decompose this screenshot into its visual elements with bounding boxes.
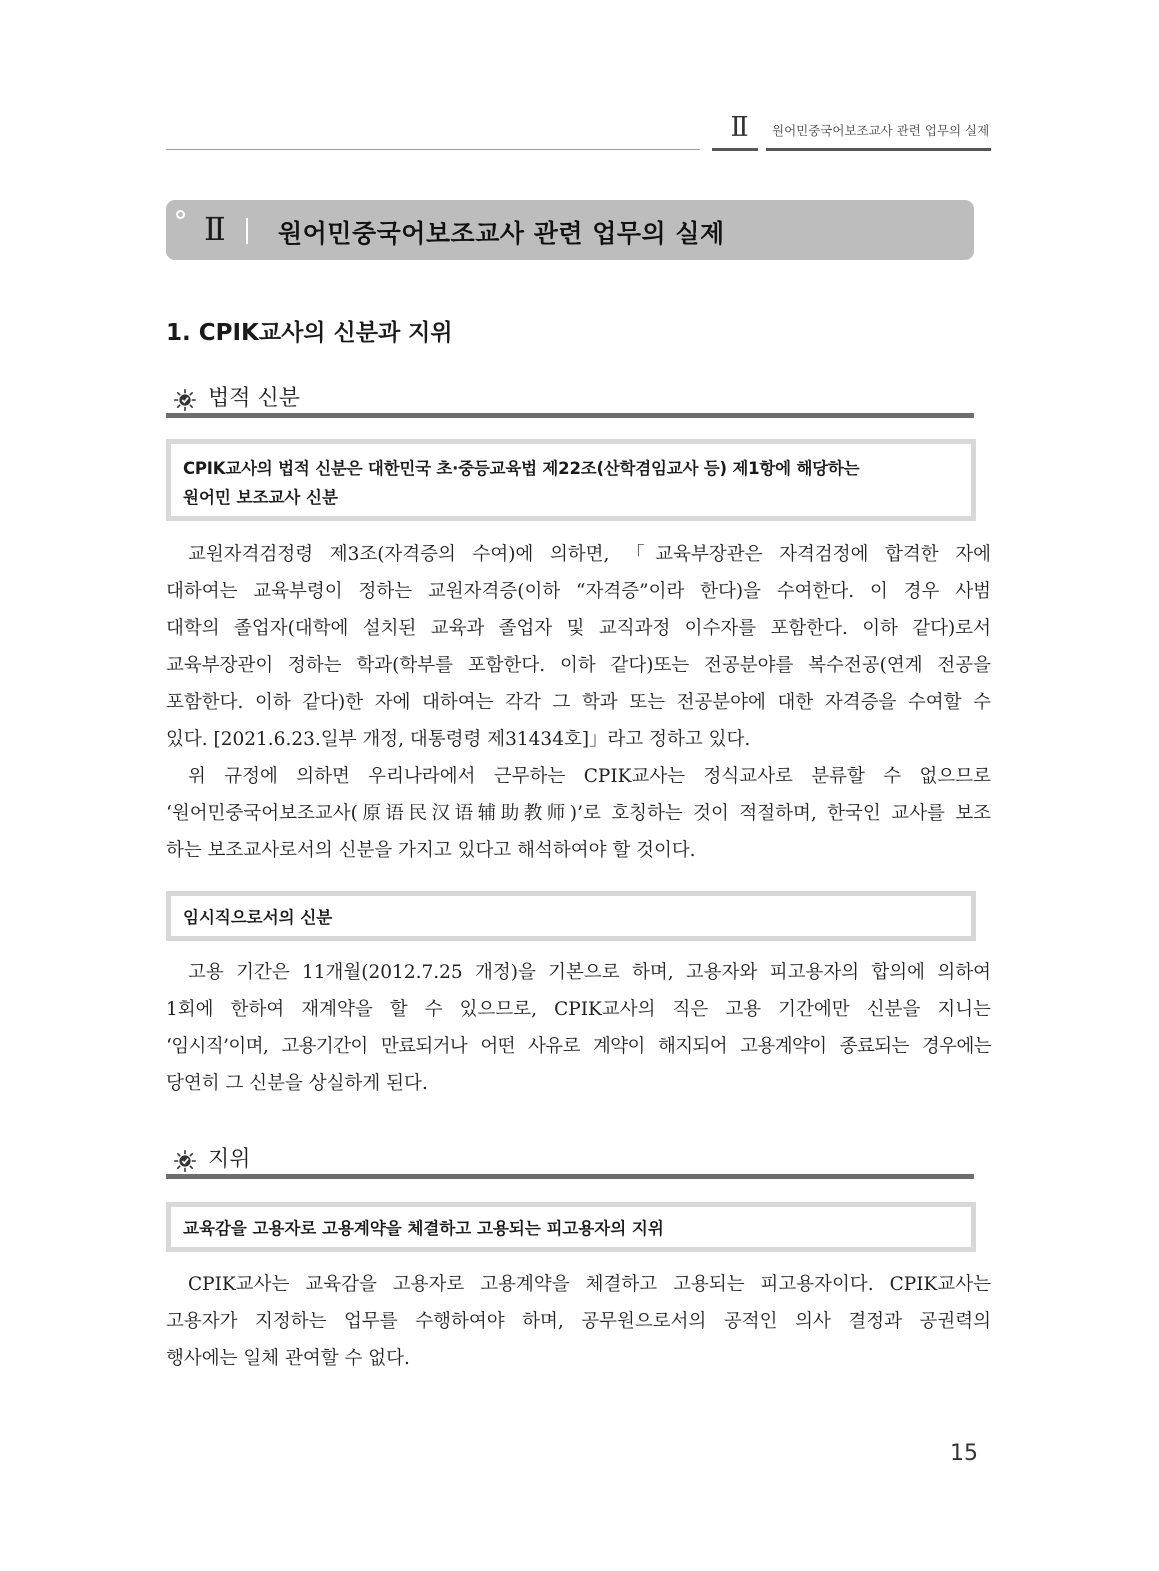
paragraph-legal-status-1 [166, 536, 991, 758]
paragraph-line: 위 규정에 의하면 우리나라에서 근무하는 CPIK교사는 정식교사로 분류할 수 없으므로 [188, 766, 991, 787]
statement-box-temporary-status [166, 891, 976, 941]
running-header-chapter-number: Ⅱ [730, 112, 748, 143]
subsection-rule [166, 1174, 974, 1179]
paragraph-line: 하는 보조교사로서의 신분을 가지고 있다고 해석하여야 할 것이다. [166, 840, 696, 861]
paragraph-legal-status-2 [166, 758, 991, 869]
statement-line: 원어민 보조교사 신분 [183, 488, 338, 507]
statement-line: 임시직으로서의 신분 [183, 908, 333, 927]
sun-check-icon [174, 1150, 196, 1172]
paragraph-line: 교원자격검정령 제3조(자격증의 수여)에 의하면, 「교육부장관은 자격검정에 합격한 자에 [188, 544, 991, 565]
paragraph-line: 대하여는 교육부령이 정하는 교원자격증(이하 “자격증”이라 한다)을 수여한다. 이 경우 사범 [166, 581, 991, 602]
statement-box-position [166, 1202, 976, 1252]
subsection-label: 지위 [208, 1147, 251, 1172]
page-number: 15 [950, 1441, 978, 1466]
paragraph-position [166, 1266, 991, 1377]
paragraph-line: 1회에 한하여 재계약을 할 수 있으므로, CPIK교사의 직은 고용 기간에만 신분을 지니는 [166, 999, 991, 1020]
paragraph-line: 고용 기간은 11개월(2012.7.25 개정)을 기본으로 하며, 고용자와 피고용자의 합의에 의하여 [188, 962, 991, 983]
running-header-title: 원어민중국어보조교사 관련 업무의 실제 [772, 123, 990, 138]
sun-check-icon [174, 389, 196, 411]
subsection-heading-legal-status [170, 380, 974, 414]
paragraph-temporary-status [166, 954, 991, 1102]
running-header-rule [166, 149, 700, 150]
subsection-rule [166, 413, 974, 418]
paragraph-line: CPIK교사는 교육감을 고용자로 고용계약을 체결하고 고용되는 피고용자이다. CPIK교사는 [188, 1274, 991, 1295]
paragraph-line: ‘원어민중국어보조교사(原语民汉语辅助教师)’로 호칭하는 것이 적절하며, 한국인 교사를 보조 [166, 803, 991, 824]
statement-line: 교육감을 고용자로 고용계약을 체결하고 고용되는 피고용자의 지위 [183, 1219, 664, 1238]
paragraph-line: 행사에는 일체 관여할 수 없다. [166, 1348, 410, 1369]
paragraph-line: 교육부장관이 정하는 학과(학부를 포함한다. 이하 같다)또는 전공분야를 복수전공(연계 전공을 [166, 655, 991, 676]
paragraph-line: 대학의 졸업자(대학에 설치된 교육과 졸업자 및 교직과정 이수자를 포함한다. 이하 같다)로서 [166, 618, 991, 639]
chapter-number: Ⅱ [204, 210, 224, 248]
paragraph-line: 있다. [2021.6.23.일부 개정, 대통령령 제31434호]」라고 정하고 있다. [166, 729, 751, 750]
banner-circle-icon [176, 210, 185, 219]
paragraph-line: 고용자가 지정하는 업무를 수행하여야 하며, 공무원으로서의 공적인 의사 결정과 공권력의 [166, 1311, 991, 1332]
subsection-heading-position [170, 1141, 974, 1175]
section-title: 1. CPIK교사의 신분과 지위 [166, 320, 453, 346]
statement-box-legal-status [166, 439, 976, 521]
paragraph-line: 당연히 그 신분을 상실하게 된다. [166, 1073, 428, 1094]
paragraph-line: 포함한다. 이하 같다)한 자에 대하여는 각각 그 학과 또는 전공분야에 대한 자격증을 수여할 수 [166, 692, 991, 713]
banner-divider [246, 218, 248, 244]
statement-line: CPIK교사의 법적 신분은 대한민국 초·중등교육법 제22조(산학겸임교사 등) 제1항에 해당하는 [183, 459, 860, 478]
running-header-chapter-underline [712, 148, 758, 151]
chapter-title: 원어민중국어보조교사 관련 업무의 실제 [278, 219, 725, 248]
chapter-banner [166, 200, 974, 260]
paragraph-line: ‘임시직’이며, 고용기간이 만료되거나 어떤 사유로 계약이 해지되어 고용계약이 종료되는 경우에는 [166, 1036, 991, 1057]
subsection-label: 법적 신분 [208, 386, 301, 411]
running-header-title-underline [766, 148, 991, 151]
